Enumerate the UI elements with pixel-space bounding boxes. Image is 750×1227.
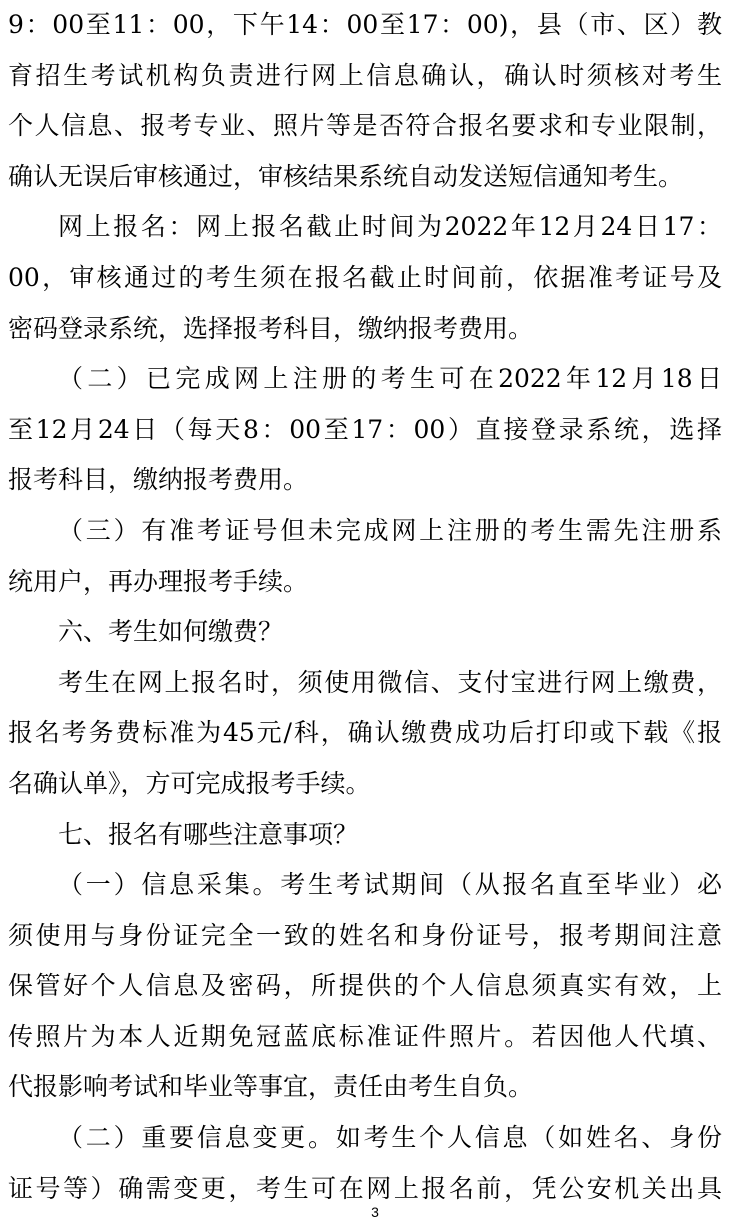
section-heading-seven: 七、报名有哪些注意事项？ — [58, 819, 359, 849]
document-body — [8, 0, 722, 1214]
text-line: 至12月24日（每天8：00至17：00）直接登录系统，选择 — [8, 414, 722, 444]
text-line: 育招生考试机构负责进行网上信息确认，确认时须核对考生 — [8, 60, 722, 90]
text-line: 证号等）确需变更，考生可在网上报名前，凭公安机关出具 — [8, 1173, 722, 1203]
text-line: 传照片为本人近期免冠蓝底标准证件照片。若因他人代填、 — [8, 1021, 722, 1051]
paragraph-item-two-line: （二）已完成网上注册的考生可在2022年12月18日 — [58, 364, 722, 394]
text-line: 报名考务费标准为45元/科，确认缴费成功后打印或下载《报 — [8, 718, 722, 748]
text-line: 统用户，再办理报考手续。 — [8, 566, 309, 596]
text-line: 密码登录系统，选择报考科目，缴纳报考费用。 — [8, 313, 534, 343]
text-line: 保管好个人信息及密码，所提供的个人信息须真实有效，上 — [8, 971, 722, 1001]
text-line: 9：00至11：00，下午14：00至17：00)，县（市、区）教 — [8, 10, 722, 39]
section-heading-six: 六、考生如何缴费？ — [58, 617, 284, 647]
text-line: 报考科目，缴纳报考费用。 — [8, 465, 309, 495]
page-number: 3 — [371, 1204, 379, 1220]
paragraph-payment-line: 考生在网上报名时，须使用微信、支付宝进行网上缴费， — [58, 667, 722, 697]
text-line: 确认无误后审核通过，审核结果系统自动发送短信通知考生。 — [8, 161, 684, 191]
paragraph-item-three-line: （三）有准考证号但未完成网上注册的考生需先注册系 — [58, 515, 722, 545]
text-line: 00，审核通过的考生须在报名截止时间前，依据准考证号及 — [8, 262, 722, 292]
paragraph-info-collection-line: （一）信息采集。考生考试期间（从报名直至毕业）必 — [58, 870, 722, 900]
text-line: 个人信息、报考专业、照片等是否符合报名要求和专业限制， — [8, 111, 722, 141]
text-line: 须使用与身份证完全一致的姓名和身份证号，报考期间注意 — [8, 920, 722, 950]
text-line: 名确认单》，方可完成报考手续。 — [8, 768, 371, 798]
paragraph-info-change-line: （二）重要信息变更。如考生个人信息（如姓名、身份 — [58, 1123, 722, 1153]
paragraph-online-registration-line: 网上报名：网上报名截止时间为2022年12月24日17： — [58, 212, 722, 242]
text-line: 代报影响考试和毕业等事宜，责任由考生自负。 — [8, 1072, 534, 1102]
